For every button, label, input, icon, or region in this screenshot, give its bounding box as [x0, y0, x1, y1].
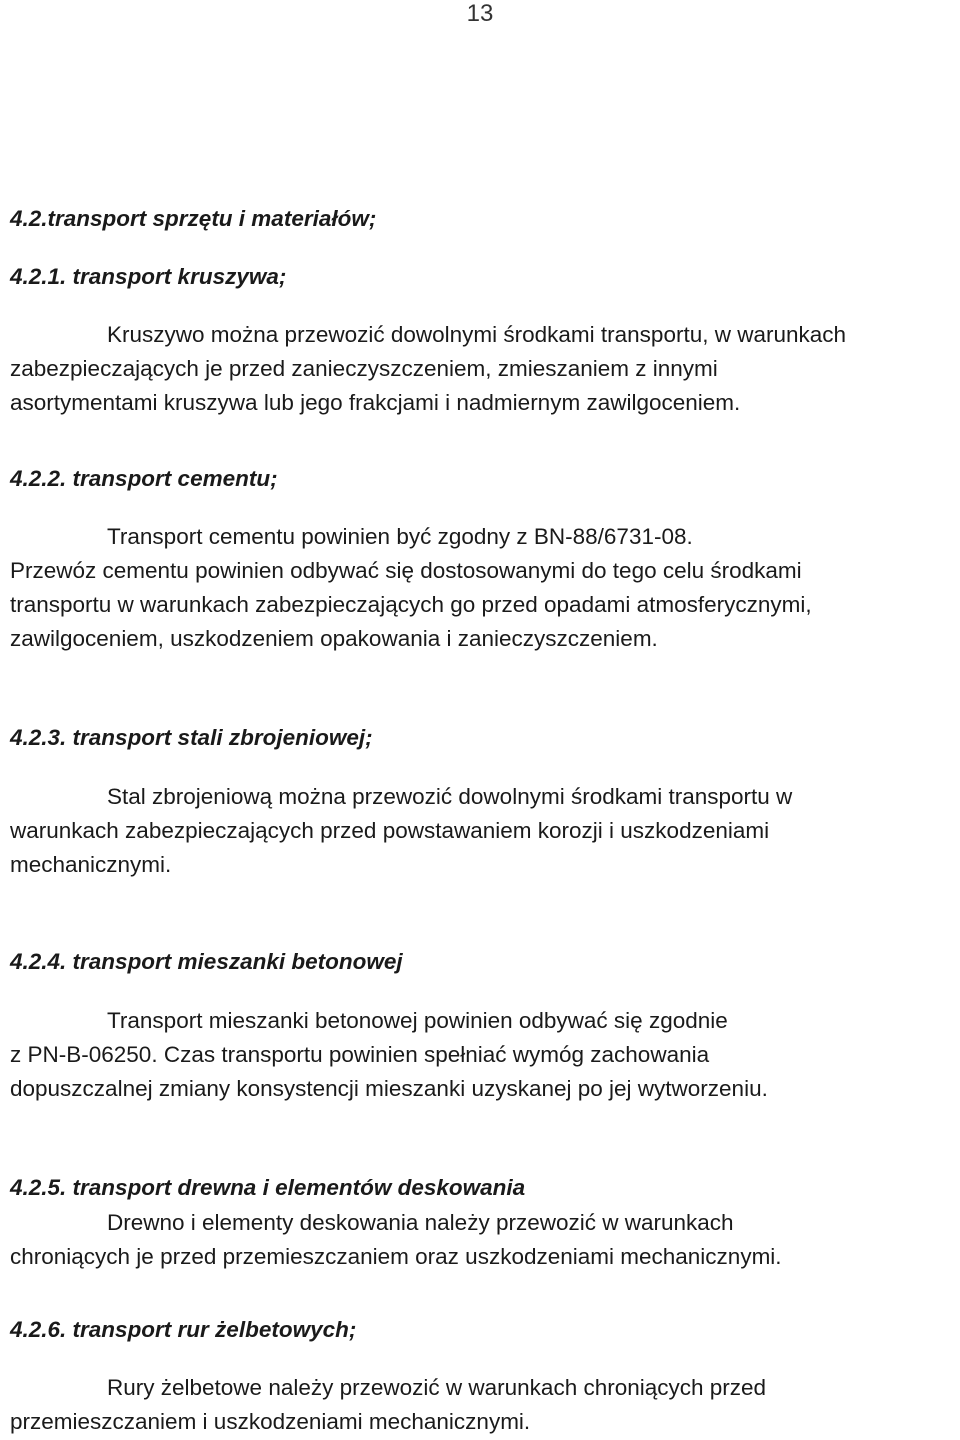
- text-line: z PN-B-06250. Czas transportu powinien spełniać wymóg zachowania: [10, 1042, 710, 1067]
- paragraph-kruszywa: [10, 318, 955, 420]
- paragraph-stali: [10, 780, 955, 882]
- text-line: przemieszczaniem i uszkodzeniami mechanicznymi.: [10, 1409, 531, 1434]
- section-heading-4-2-3: 4.2.3. transport stali zbrojeniowej;: [10, 725, 373, 750]
- page-number: 13: [466, 0, 494, 27]
- paragraph-drewna: [10, 1206, 955, 1274]
- section-heading-4-2-1: 4.2.1. transport kruszywa;: [10, 264, 287, 289]
- section-heading-4-2-4: 4.2.4. transport mieszanki betonowej: [10, 949, 403, 974]
- text-line: warunkach zabezpieczających przed powstawaniem korozji i uszkodzeniami: [10, 818, 770, 843]
- text-line: mechanicznymi.: [10, 852, 172, 877]
- text-line: zawilgoceniem, uszkodzeniem opakowania i zanieczyszczeniem.: [10, 626, 658, 651]
- text-line: dopuszczalnej zmiany konsystencji mieszanki uzyskanej po jej wytworzeniu.: [10, 1076, 768, 1101]
- text-line: transportu w warunkach zabezpieczających go przed opadami atmosferycznymi,: [10, 592, 812, 617]
- section-heading-4-2-5: 4.2.5. transport drewna i elementów deskowania: [10, 1175, 526, 1200]
- paragraph-mieszanki: [10, 1004, 955, 1106]
- text-line: Transport mieszanki betonowej powinien odbywać się zgodnie: [107, 1008, 728, 1033]
- paragraph-cementu: [10, 520, 955, 656]
- text-line: asortymentami kruszywa lub jego frakcjami i nadmiernym zawilgoceniem.: [10, 390, 741, 415]
- text-line: Rury żelbetowe należy przewozić w warunkach chroniących przed: [107, 1375, 767, 1400]
- text-line: Przewóz cementu powinien odbywać się dostosowanymi do tego celu środkami: [10, 558, 802, 583]
- text-line: Stal zbrojeniową można przewozić dowolnymi środkami transportu w: [107, 784, 793, 809]
- text-line: Kruszywo można przewozić dowolnymi środkami transportu, w warunkach: [107, 322, 847, 347]
- text-line: Drewno i elementy deskowania należy przewozić w warunkach: [107, 1210, 734, 1235]
- section-heading-4-2-6: 4.2.6. transport rur żelbetowych;: [10, 1317, 357, 1342]
- text-line: chroniących je przed przemieszczaniem oraz uszkodzeniami mechanicznymi.: [10, 1244, 782, 1269]
- paragraph-rur: [10, 1371, 955, 1439]
- section-heading-4-2: 4.2.transport sprzętu i materiałów;: [10, 206, 377, 231]
- section-heading-4-2-2: 4.2.2. transport cementu;: [10, 466, 278, 491]
- text-line: Transport cementu powinien być zgodny z BN-88/6731-08.: [107, 524, 693, 549]
- text-line: zabezpieczających je przed zanieczyszczeniem, zmieszaniem z innymi: [10, 356, 718, 381]
